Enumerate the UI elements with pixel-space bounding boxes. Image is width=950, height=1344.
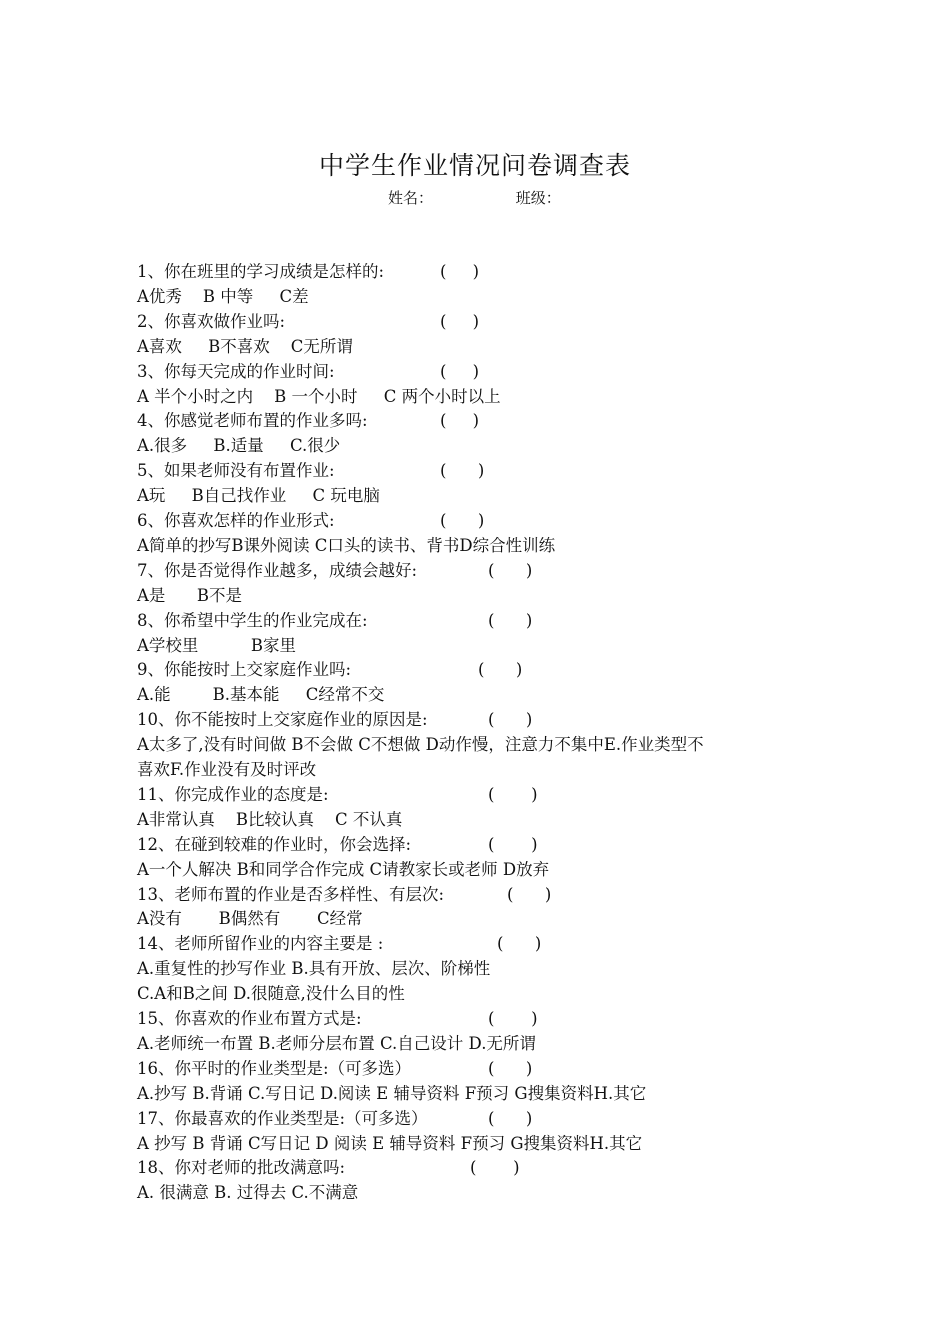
answer-blank-14[interactable]: ( ) (497, 934, 542, 954)
answer-blank-18[interactable]: ( ) (470, 1158, 520, 1178)
answer-blank-7[interactable]: ( ) (488, 560, 533, 580)
question-11-options: A非常认真 B比较认真 C 不认真 (137, 809, 403, 829)
question-2: 2、你喜欢做作业吗: (137, 311, 286, 331)
question-7: 7、你是否觉得作业越多，成绩会越好: (137, 560, 418, 580)
question-9: 9、你能按时上交家庭作业吗: (137, 660, 352, 680)
question-17-options: A 抄写 B 背诵 C写日记 D 阅读 E 辅导资料 F预习 G搜集资料H.其它 (137, 1133, 643, 1153)
question-14-options: A.重复性的抄写作业 B.具有开放、层次、阶梯性 (137, 959, 491, 979)
question-6: 6、你喜欢怎样的作业形式: (137, 511, 335, 530)
question-3: 3、你每天完成的作业时间: (137, 361, 335, 381)
answer-blank-1[interactable]: ( ) (440, 262, 480, 281)
answer-blank-12[interactable]: ( ) (488, 834, 538, 854)
question-12-options: A一个人解决 B和同学合作完成 C请教家长或老师 D放弃 (137, 859, 550, 879)
question-14-options: C.A和B之间 D.很随意,没什么目的性 (137, 984, 405, 1004)
question-11: 11、你完成作业的态度是: (137, 784, 329, 804)
question-10-options: 喜欢F.作业没有及时评改 (137, 760, 317, 779)
question-18-options: A. 很满意 B. 过得去 C.不满意 (137, 1183, 359, 1203)
name-label: 姓名： (388, 189, 434, 207)
question-13: 13、老师布置的作业是否多样性、有层次: (137, 884, 445, 904)
answer-blank-13[interactable]: ( ) (507, 884, 552, 904)
question-15-options: A.老师统一布置 B.老师分层布置 C.自己设计 D.无所谓 (137, 1033, 536, 1053)
question-10-options: A太多了,没有时间做 B不会做 C不想做 D动作慢，注意力不集中E.作业类型不 (137, 735, 704, 755)
question-7-options: A是 B不是 (137, 585, 243, 605)
answer-blank-5[interactable]: ( ) (440, 461, 485, 481)
question-3-options: A 半个小时之内 B 一个小时 C 两个小时以上 (137, 386, 501, 406)
class-label: 班级： (515, 189, 561, 207)
question-2-options: A喜欢 B不喜欢 C无所谓 (137, 336, 353, 356)
answer-blank-6[interactable]: ( ) (440, 511, 485, 530)
answer-blank-17[interactable]: ( ) (488, 1108, 533, 1128)
question-15: 15、你喜欢的作业布置方式是: (137, 1009, 362, 1028)
question-16-options: A.抄写 B.背诵 C.写日记 D.阅读 E 辅导资料 F预习 G搜集资料H.其它 (137, 1083, 647, 1103)
answer-blank-10[interactable]: ( ) (488, 710, 533, 730)
question-1: 1、你在班里的学习成绩是怎样的: (137, 262, 385, 281)
answer-blank-8[interactable]: ( ) (488, 610, 533, 630)
question-4-options: A.很多 B.适量 C.很少 (137, 436, 341, 456)
question-18: 18、你对老师的批改满意吗: (137, 1158, 346, 1178)
question-6-options: A简单的抄写B课外阅读 C口头的读书、背书D综合性训练 (137, 535, 556, 555)
question-5-options: A玩 B自己找作业 C 玩电脑 (137, 486, 380, 506)
question-5: 5、如果老师没有布置作业: (137, 461, 335, 481)
answer-blank-4[interactable]: ( ) (440, 411, 480, 431)
question-4: 4、你感觉老师布置的作业多吗: (137, 411, 368, 431)
student-info (388, 187, 561, 208)
question-13-options: A没有 B偶然有 C经常 (137, 909, 363, 929)
question-8: 8、你希望中学生的作业完成在: (137, 610, 368, 630)
question-17: 17、你最喜欢的作业类型是:（可多选） (137, 1108, 428, 1128)
page-title: 中学生作业情况问卷调查表 (318, 151, 631, 180)
answer-blank-11[interactable]: ( ) (488, 784, 538, 804)
answer-blank-15[interactable]: ( ) (488, 1009, 538, 1028)
question-10: 10、你不能按时上交家庭作业的原因是: (137, 710, 428, 730)
question-14: 14、老师所留作业的内容主要是 : (137, 934, 384, 954)
question-16: 16、你平时的作业类型是:（可多选） (137, 1058, 412, 1078)
question-8-options: A学校里 B家里 (137, 635, 296, 655)
answer-blank-16[interactable]: ( ) (488, 1058, 533, 1078)
answer-blank-2[interactable]: ( ) (440, 311, 480, 331)
answer-blank-3[interactable]: ( ) (440, 361, 480, 381)
question-1-options: A优秀 B 中等 C差 (137, 286, 309, 306)
question-9-options: A.能 B.基本能 C经常不交 (137, 685, 385, 705)
answer-blank-9[interactable]: ( ) (478, 660, 523, 680)
question-12: 12、在碰到较难的作业时，你会选择: (137, 834, 412, 854)
